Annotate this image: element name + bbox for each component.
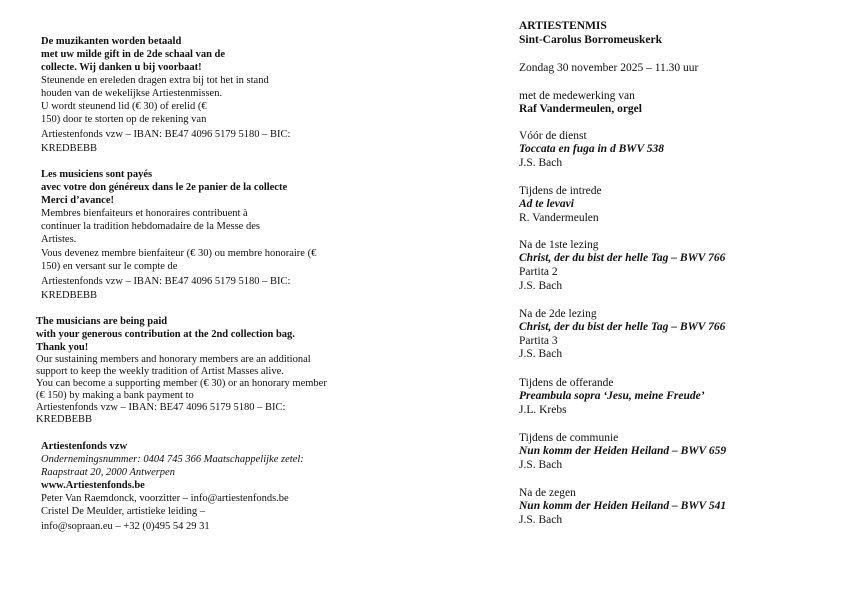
date-time: Zondag 30 november 2025 – 11.30 uur (519, 62, 699, 74)
fr-heading: Les musiciens sont payés (41, 169, 153, 180)
program-moment: Na de zegen (519, 487, 576, 499)
en-body: You can become a supporting member (€ 30) or an honorary member (36, 378, 327, 389)
page-title: ARTIESTENMIS (519, 20, 607, 32)
program-piece: Nun komm der Heiden Heiland – BWV 659 (519, 445, 727, 457)
nl-heading: De muzikanten worden betaald (41, 36, 182, 47)
org-name: Artiestenfonds vzw (41, 441, 128, 452)
fr-body: Artiestenfonds vzw – IBAN: BE47 4096 5179 5180 – BIC: (41, 276, 291, 287)
fr-heading: Merci d’avance! (41, 195, 114, 206)
church-name: Sint-Carolus Borromeuskerk (519, 34, 663, 46)
program-composer: J.S. Bach (519, 157, 563, 169)
program-extra: Partita 3 (519, 335, 558, 347)
en-body: support to keep the weekly tradition of Artist Masses alive. (36, 366, 284, 377)
program-composer: J.S. Bach (519, 280, 563, 292)
fr-body: continuer la tradition hebdomadaire de la Messe des (41, 221, 260, 232)
fr-body: KREDBEBB (41, 290, 98, 301)
program-piece: Ad te levavi (519, 198, 574, 210)
en-heading: with your generous contribution at the 2nd collection bag. (36, 329, 295, 340)
program-piece: Nun komm der Heiden Heiland – BWV 541 (519, 500, 727, 512)
program-moment: Tijdens de offerande (519, 377, 614, 389)
fr-body: Vous devenez membre bienfaiteur (€ 30) ou membre honoraire (€ (41, 248, 317, 259)
program-composer: J.S. Bach (519, 348, 563, 360)
en-body: Artiestenfonds vzw – IBAN: BE47 4096 5179 5180 – BIC: (36, 402, 286, 413)
program-moment: Na de 2de lezing (519, 308, 597, 320)
program-piece: Preambula sopra ‘Jesu, meine Freude’ (519, 390, 705, 402)
program-composer: R. Vandermeulen (519, 212, 599, 224)
en-body: KREDBEBB (36, 414, 93, 425)
nl-body: KREDBEBB (41, 143, 98, 154)
fr-body: Membres bienfaiteurs et honoraires contribuent à (41, 208, 248, 219)
program-moment: Vóór de dienst (519, 130, 587, 142)
collab-intro: met de medewerking van (519, 90, 635, 102)
program-composer: J.S. Bach (519, 514, 563, 526)
fr-body: Artistes. (41, 234, 77, 245)
org-registration: Raapstraat 20, 2000 Antwerpen (41, 467, 175, 478)
program-extra: Partita 2 (519, 266, 558, 278)
program-piece: Christ, der du bist der helle Tag – BWV 766 (519, 321, 726, 333)
contact-line: Peter Van Raemdonck, voorzitter – info@artiestenfonds.be (41, 493, 289, 504)
nl-heading: collecte. Wij danken u bij voorbaat! (41, 62, 202, 73)
nl-body: Steunende en ereleden dragen extra bij tot het in stand (41, 75, 269, 86)
en-body: (€ 150) by making a bank payment to (36, 390, 194, 401)
nl-heading: met uw milde gift in de 2de schaal van de (41, 49, 226, 60)
fr-heading: avec votre don généreux dans le 2e panier de la collecte (41, 182, 288, 193)
en-heading: Thank you! (36, 342, 89, 353)
org-registration: Ondernemingsnummer: 0404 745 366 Maatschappelijke zetel: (41, 454, 304, 465)
program-moment: Tijdens de intrede (519, 185, 602, 197)
program-composer: J.S. Bach (519, 459, 563, 471)
contact-line: Cristel De Meulder, artistieke leiding – (41, 506, 206, 517)
program-piece: Christ, der du bist der helle Tag – BWV 766 (519, 252, 726, 264)
website-link[interactable]: www.Artiestenfonds.be (41, 480, 145, 491)
program-moment: Na de 1ste lezing (519, 239, 599, 251)
program-composer: J.L. Krebs (519, 404, 567, 416)
contact-line: info@sopraan.eu – +32 (0)495 54 29 31 (41, 521, 210, 532)
en-body: Our sustaining members and honorary members are an additional (36, 354, 311, 365)
performer: Raf Vandermeulen, orgel (519, 103, 642, 115)
nl-body: 150) door te storten op de rekening van (41, 114, 207, 125)
en-heading: The musicians are being paid (36, 316, 168, 327)
nl-body: houden van de wekelijkse Artiestenmissen. (41, 88, 223, 99)
nl-body: U wordt steunend lid (€ 30) of erelid (€ (41, 101, 207, 112)
fr-body: 150) en versant sur le compte de (41, 261, 178, 272)
nl-body: Artiestenfonds vzw – IBAN: BE47 4096 5179 5180 – BIC: (41, 129, 291, 140)
program-piece: Toccata en fuga in d BWV 538 (519, 143, 665, 155)
program-moment: Tijdens de communie (519, 432, 619, 444)
